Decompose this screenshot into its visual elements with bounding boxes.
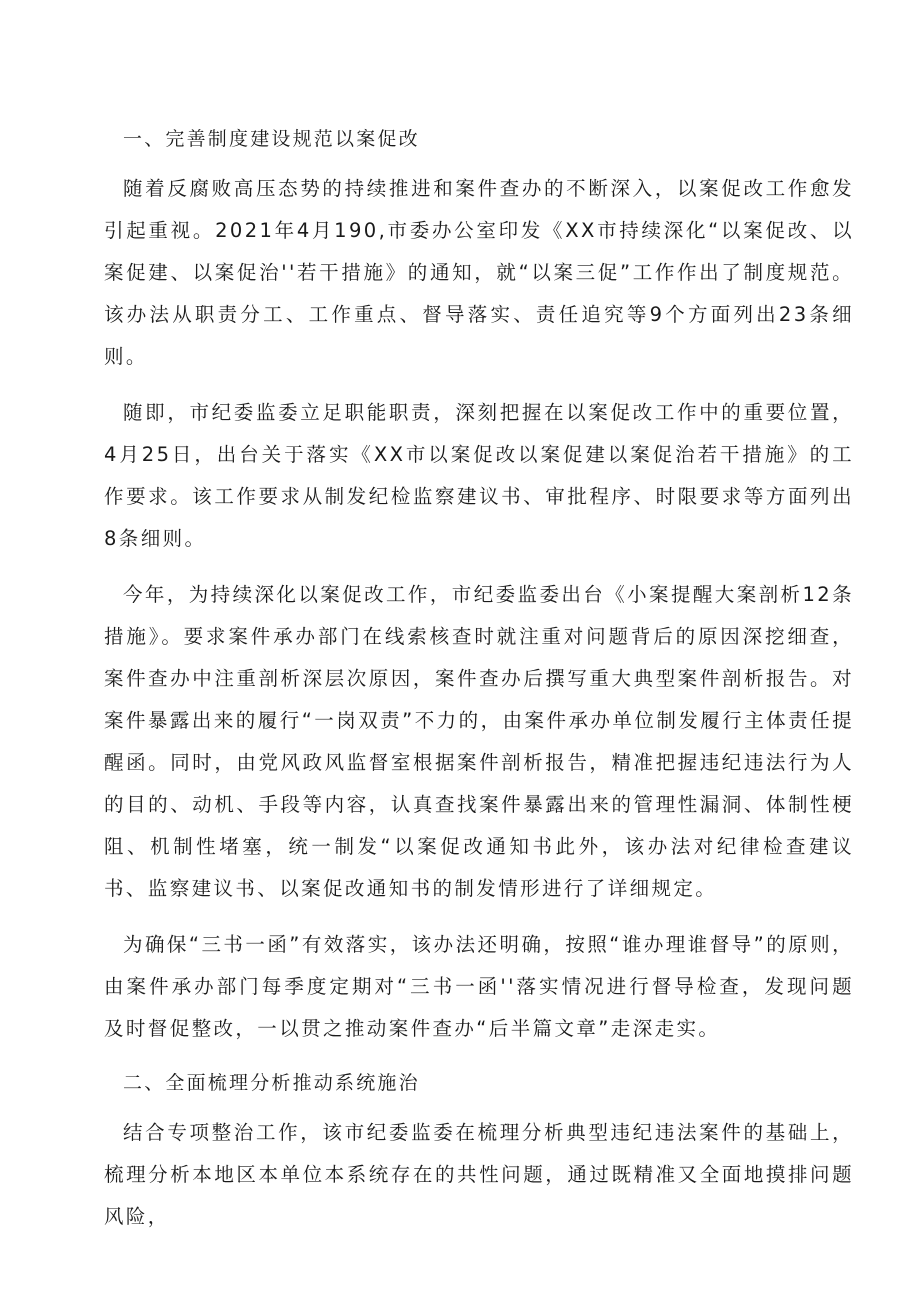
paragraph-5: 结合专项整治工作，该市纪委监委在梳理分析典型违纪违法案件的基础上，梳理分析本地区本单位本系统存在的共性问题，通过既精准又全面地摸排问题风险， [104, 1121, 854, 1228]
document-body [104, 120, 854, 1238]
section-heading-1: 一、完善制度建设规范以案促改 [123, 128, 420, 150]
paragraph-1: 随着反腐败高压态势的持续推进和案件查办的不断深入，以案促改工作愈发引起重视。2021年4月190,市委办公室印发《XX市持续深化“以案促改、以案促建、以案促治''若干措施》的通知，就“以案三促”工作作出了制度规范。该办法从职责分工、工作重点、督导落实、责任追究等9个方面列出23条细则。 [104, 177, 854, 368]
paragraph-2: 随即，市纪委监委立足职能职责，深刻把握在以案促改工作中的重要位置，4月25日，出台关于落实《XX市以案促改以案促建以案促治若干措施》的工作要求。该工作要求从制发纪检监察建议书、审批程序、时限要求等方面列出8条细则。 [104, 401, 854, 550]
section-heading-2: 二、全面梳理分析推动系统施治 [123, 1072, 420, 1094]
paragraph-4: 为确保“三书一函”有效落实，该办法还明确，按照“谁办理谁督导”的原则，由案件承办部门每季度定期对“三书一函''落实情况进行督导检查，发现问题及时督促整改，一以贯之推动案件查办“后半篇文章”走深走实。 [104, 933, 854, 1040]
paragraph-3: 今年，为持续深化以案促改工作，市纪委监委出台《小案提醒大案剖析12条措施》。要求案件承办部门在线索核查时就注重对问题背后的原因深挖细查，案件查办中注重剖析深层次原因，案件查办后撰写重大典型案件剖析报告。对案件暴露出来的履行“一岗双责”不力的，由案件承办单位制发履行主体责任提醒函。同时，由党风政风监督室根据案件剖析报告，精准把握违纪违法行为人的目的、动机、手段等内容，认真查找案件暴露出来的管理性漏洞、体制性梗阻、机制性堵塞，统一制发“以案促改通知书此外，该办法对纪律检查建议书、监察建议书、以案促改通知书的制发情形进行了详细规定。 [104, 583, 854, 900]
